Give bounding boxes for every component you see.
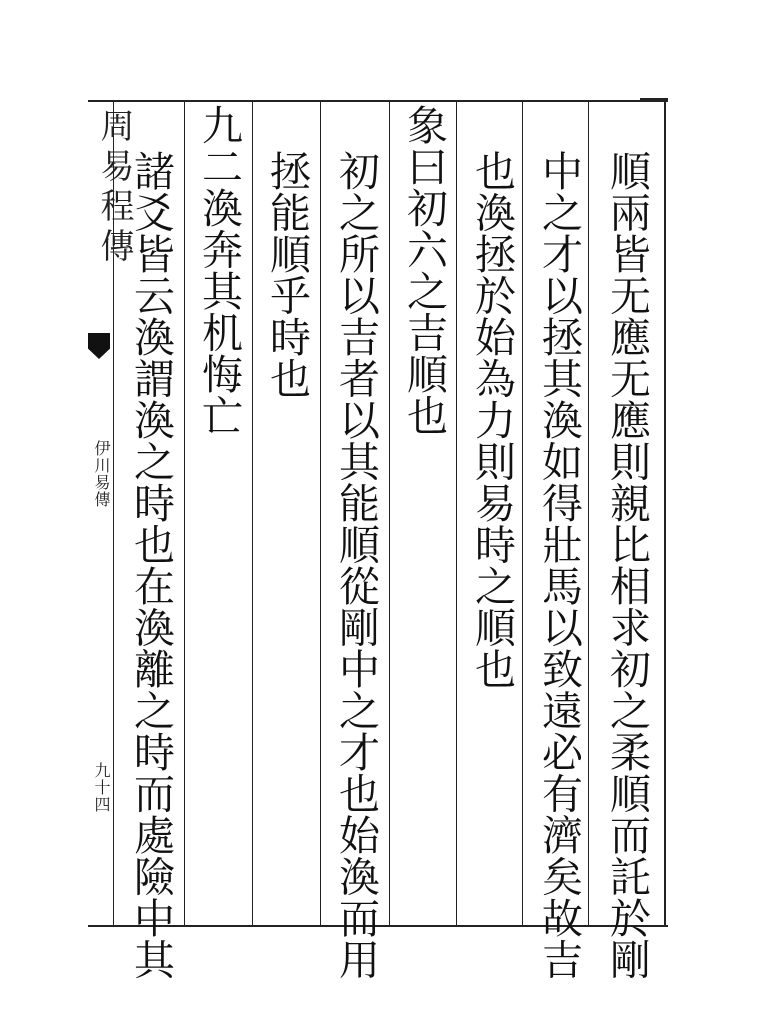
text-column-6: 拯能順乎時也 [263,150,311,399]
text-column-3: 也渙拯於始為力則易時之順也 [468,150,516,690]
margin-page-number: 九十四 [92,762,111,813]
top-border [88,100,668,102]
column-divider [320,100,321,925]
text-column-7: 九二渙奔其机悔亡 [195,104,243,436]
column-divider [588,100,589,925]
fish-tail-mark [88,333,110,359]
text-column-8: 諸爻皆云渙謂渙之時也在渙離之時而處險中其 [127,150,175,980]
right-border [664,100,666,927]
text-column-2: 中之才以拯其渙如得壯馬以致遠必有濟矣故吉 [535,150,583,980]
top-right-mark [640,98,668,101]
column-divider [522,100,523,925]
column-divider [252,100,253,925]
column-divider [456,100,457,925]
text-column-5: 初之所以吉者以其能順從剛中之才也始渙而用 [332,150,380,980]
margin-header: 周易程傳 [94,108,134,268]
text-column-4: 象曰初六之吉順也 [400,104,448,436]
column-divider [184,100,185,925]
margin-title: 伊川易傳 [92,440,111,508]
column-divider [389,100,390,925]
text-column-1: 順兩皆无應无應則親比相求初之柔順而託於剛 [603,150,651,980]
